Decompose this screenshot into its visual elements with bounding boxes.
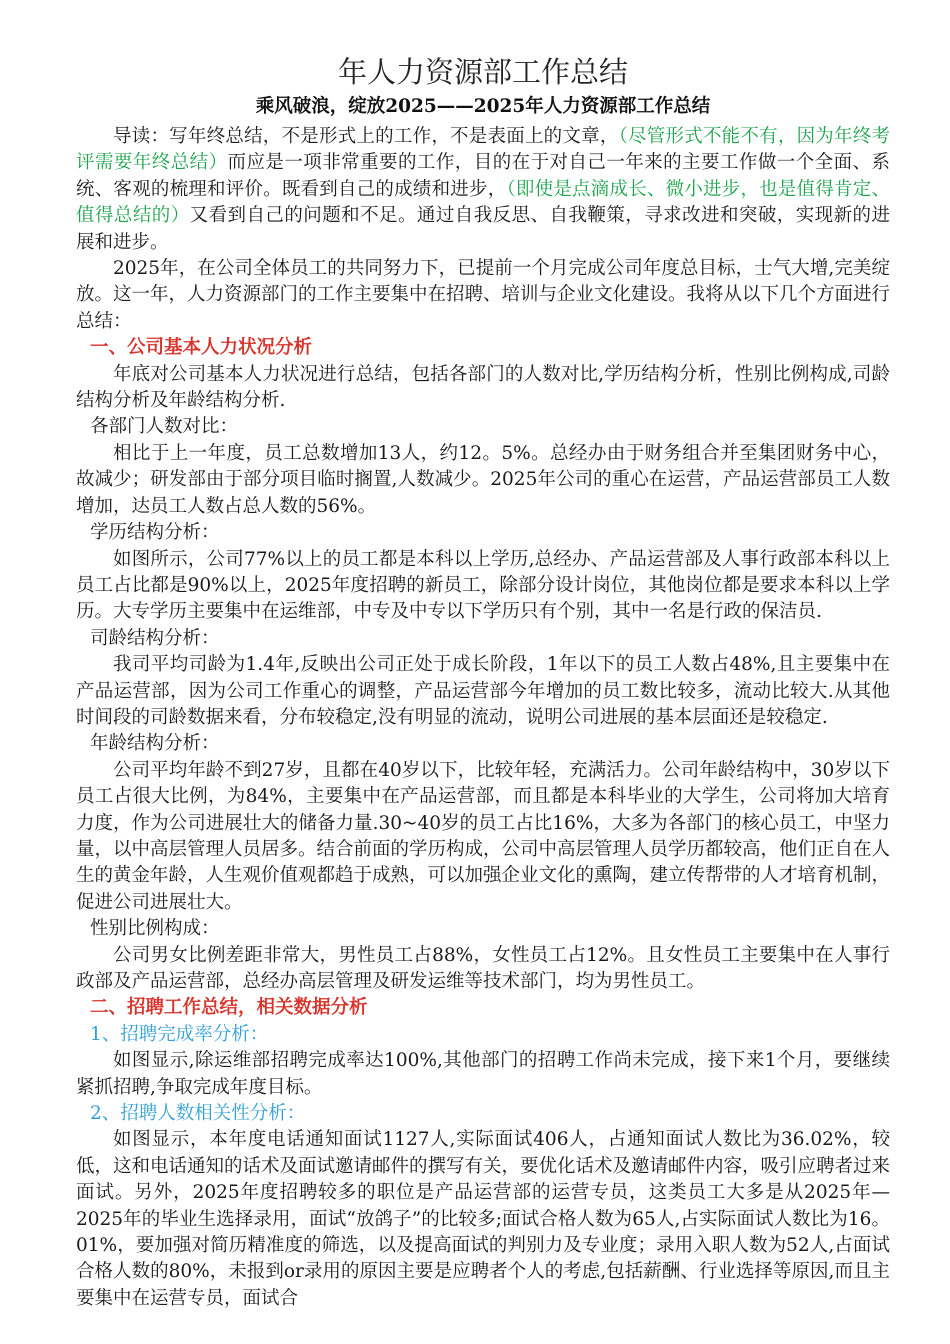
recruit-completion-heading: 1、招聘完成率分析：: [90, 1023, 269, 1045]
section1-intro: 年底对公司基本人力状况进行总结，包括各部门的人数对比,学历结构分析，性别比例构成,司龄结构分析及年龄结构分析.: [76, 363, 890, 412]
education-label: 学历结构分析：: [90, 522, 220, 544]
tenure-label: 司龄结构分析：: [90, 627, 220, 649]
dept-comparison-text: 相比于上一年度，员工总数增加13人，约12。5%。总经办由于财务组合并至集团财务中心，故减少；研发部由于部分项目临时搁置,人数减少。2025年公司的重心在运营，产品运营部员工人数增加，达员工人数占总人数的56%。: [76, 442, 890, 517]
gender-text: 公司男女比例差距非常大，男性员工占88%，女性员工占12%。且女性员工主要集中在人事行政部及产品运营部，总经办高层管理及研发运维等技术部门，均为男性员工。: [76, 944, 890, 992]
intro-paragraph: [76, 124, 890, 256]
recruit-correlation-text: 如图显示，本年度电话通知面试1127人,实际面试406人，占通知面试人数比为36.02%，较低，这和电话通知的话术及面试邀请邮件的撰写有关，要优化话术及邀请邮件内容，吸引应聘者过来面试。另外，2025年度招聘较多的职位是产品运营部的运营专员，这类员工大多是从2025年—2025年的毕业生选择录用，面试“放鸽子”的比较多;面试合格人数为65人,占实际面试人数比为16。01%，要加强对简历精准度的筛选，以及提高面试的判别力及专业度；录用入职人数为52人,占面试合格人数的80%，未报到or录用的原因主要是应聘者个人的考虑,包括薪酬、行业选择等原因,而且主要集中在运营专员，面试合: [76, 1129, 891, 1309]
document-subtitle: 乘风破浪，绽放2025——2025年人力资源部工作总结: [255, 96, 711, 117]
recruit-correlation-heading: 2、招聘人数相关性分析：: [90, 1103, 306, 1125]
gender-label: 性别比例构成：: [90, 918, 220, 940]
section2-heading: 二、招聘工作总结，相关数据分析: [90, 997, 368, 1019]
intro-note-1: （尽管形式不能不有，因为年终考评需要年终总结）: [76, 126, 890, 174]
document-title: 年人力资源部工作总结: [337, 55, 628, 89]
recruit-completion-text: 如图显示,除运维部招聘完成率达100%,其他部门的招聘工作尚未完成，接下来1个月，要继续紧抓招聘,争取完成年度目标。: [76, 1050, 890, 1098]
tenure-text: 我司平均司龄为1.4年,反映出公司正处于成长阶段，1年以下的员工人数占48%,且主要集中在产品运营部，因为公司工作重心的调整，产品运营部今年增加的员工数比较多，流动比较大.从其他时间段的司龄数据来看，分布较稳定,没有明显的流动，说明公司进展的基本层面还是较稳定.: [76, 654, 890, 728]
section1-heading: 一、公司基本人力状况分析: [90, 337, 313, 359]
dept-comparison-label: 各部门人数对比：: [90, 416, 239, 438]
overview-paragraph: 2025年，在公司全体员工的共同努力下，已提前一个月完成公司年度总目标，士气大增,完美绽放。这一年，人力资源部门的工作主要集中在招聘、培训与企业文化建设。我将从以下几个方面进行总结：: [76, 258, 891, 332]
intro-text-1: 导读：写年终总结，不是形式上的工作，不是表面上的文章，: [113, 126, 619, 147]
education-text: 如图所示，公司77%以上的员工都是本科以上学历,总经办、产品运营部及人事行政部本科以上员工占比都是90%以上，2025年度招聘的新员工，除部分设计岗位，其他岗位都是要求本科以上学历。大专学历主要集中在运维部，中专及中专以下学历只有个别，其中一名是行政的保洁员.: [76, 548, 890, 623]
intro-text-3: 又看到自己的问题和不足。通过自我反思、自我鞭策，寻求改进和突破，实现新的进展和进步。: [76, 205, 890, 253]
intro-text-2: 而应是一项非常重要的工作，目的在于对自己一年来的主要工作做一个全面、系统、客观的梳理和评价。既看到自己的成绩和进步，: [76, 152, 890, 200]
intro-note-2: （即使是点滴成长、微小进步，也是值得肯定、值得总结的）: [76, 178, 890, 227]
age-label: 年龄结构分析：: [90, 733, 220, 755]
age-text: 公司平均年龄不到27岁，且都在40岁以下，比较年轻，充满活力。公司年龄结构中，30岁以下员工占很大比例，为84%，主要集中在产品运营部，而且都是本科毕业的大学生，公司将加大培育力度，作为公司进展壮大的储备力量.30~40岁的员工占比16%，大多为各部门的核心员工，中坚力量，以中高层管理人员居多。结合前面的学历构成，公司中高层管理人员学历都较高，他们正自在人生的黄金年龄，人生观价值观都趋于成熟，可以加强企业文化的熏陶，建立传帮带的人才培育机制，促进公司进展壮大。: [76, 759, 891, 913]
